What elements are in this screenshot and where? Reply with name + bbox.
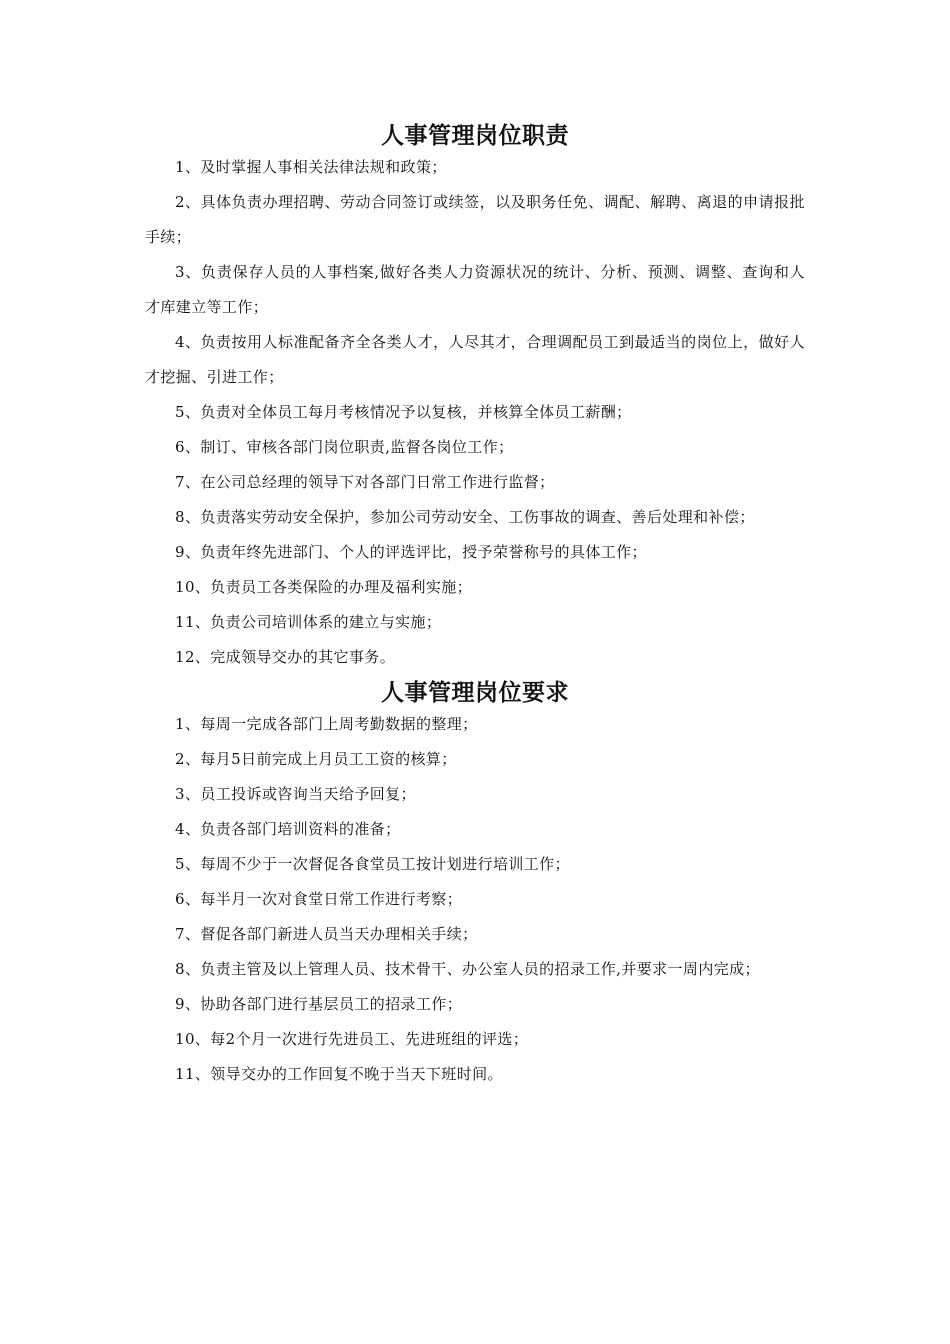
list-item: 8、负责主管及以上管理人员、技术骨干、办公室人员的招录工作,并要求一周内完成； [175, 960, 760, 978]
list-item: 10、每2个月一次进行先进员工、先进班组的评选； [175, 1030, 529, 1048]
list-item: 1、每周一完成各部门上周考勤数据的整理； [175, 715, 478, 733]
list-item: 11、领导交办的工作回复不晚于当天下班时间。 [175, 1065, 503, 1083]
list-item: 9、负责年终先进部门、个人的评选评比，授予荣誉称号的具体工作； [175, 543, 647, 561]
duties-list [145, 150, 805, 675]
list-item: 5、负责对全体员工每月考核情况予以复核，并核算全体员工薪酬； [175, 403, 632, 421]
list-item: 10、负责员工各类保险的办理及福利实施； [175, 578, 473, 596]
list-item: 2、每月5日前完成上月员工工资的核算； [175, 750, 457, 768]
list-item: 1、及时掌握人事相关法律法规和政策； [175, 158, 447, 176]
list-item: 12、完成领导交办的其它事务。 [175, 648, 396, 666]
list-item: 6、制订、审核各部门岗位职责,监督各岗位工作； [175, 438, 514, 456]
list-item: 7、督促各部门新进人员当天办理相关手续； [175, 925, 478, 943]
list-item: 8、负责落实劳动安全保护，参加公司劳动安全、工伤事故的调查、善后处理和补偿； [175, 508, 755, 526]
document-page [145, 118, 805, 1092]
requirements-list [145, 707, 805, 1092]
list-item: 5、每周不少于一次督促各食堂员工按计划进行培训工作； [175, 855, 570, 873]
list-item: 4、负责按用人标准配备齐全各类人才，人尽其才，合理调配员工到最适当的岗位上，做好人才挖掘、引进工作； [145, 333, 805, 386]
section-title-duties: 人事管理岗位职责 [381, 122, 569, 149]
list-item: 6、每半月一次对食堂日常工作进行考察； [175, 890, 463, 908]
list-item: 3、负责保存人员的人事档案,做好各类人力资源状况的统计、分析、预测、调整、查询和人才库建立等工作； [145, 263, 805, 316]
list-item: 2、具体负责办理招聘、劳动合同签订或续签，以及职务任免、调配、解聘、离退的申请报批手续； [145, 193, 805, 246]
list-item: 4、负责各部门培训资料的准备； [175, 820, 401, 838]
list-item: 7、在公司总经理的领导下对各部门日常工作进行监督； [175, 473, 555, 491]
section-title-requirements: 人事管理岗位要求 [381, 679, 569, 706]
list-item: 3、员工投诉或咨询当天给予回复； [175, 785, 416, 803]
list-item: 9、协助各部门进行基层员工的招录工作； [175, 995, 463, 1013]
list-item: 11、负责公司培训体系的建立与实施； [175, 613, 442, 631]
